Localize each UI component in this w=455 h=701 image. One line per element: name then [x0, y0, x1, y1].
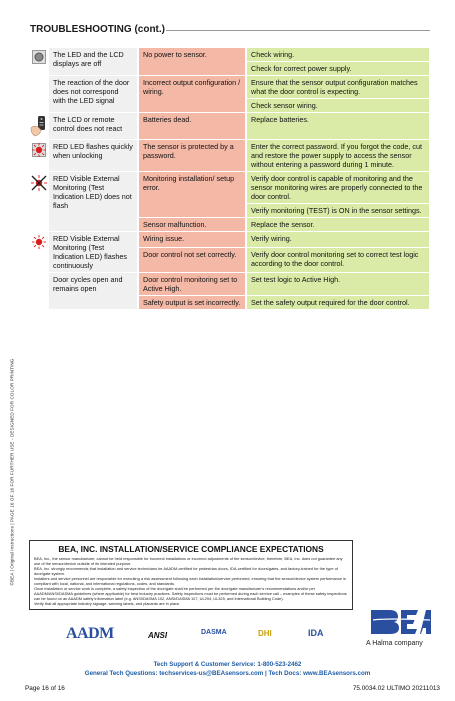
compliance-paragraph: BEA, Inc. strongly recommends that installation and service technicians be AAADM-certified for pedestrian doors, IDA-certified for doors/gates, and factory-trained for the type of door/gate system.	[34, 566, 338, 576]
red-led-crossed-icon	[29, 172, 49, 232]
cause-cell: Monitoring installation/ setup error.	[139, 172, 247, 218]
page-footer	[25, 685, 440, 692]
red-led-flashing-icon	[29, 232, 49, 273]
solution-cell: Replace the sensor.	[247, 218, 429, 232]
side-vertical-text: ©BEA | Original Instructions | PAGE 16 OF 16 FOR FURTHER USE - DESIGNED FOR COLOR PRINTING	[9, 358, 15, 586]
solution-cell: Replace batteries.	[247, 113, 429, 140]
compliance-title: BEA, INC. INSTALLATION/SERVICE COMPLIANCE EXPECTATIONS	[58, 544, 324, 554]
blank-icon-cell	[29, 273, 49, 310]
solution-cell: Verify monitoring (TEST) is ON in the sensor settings.	[247, 204, 429, 218]
cause-cell: Door control monitoring set to Active High.	[139, 273, 247, 296]
solution-cell: Enter the correct password. If you forgot the code, cut and restore the power supply to access the sensor without entering a password during 1 minute.	[247, 140, 429, 172]
page-number: Page 16 of 16	[25, 685, 65, 692]
solution-cell: Ensure that the sensor output configuration matches what the door control is expecting.	[247, 76, 429, 99]
solution-cell: Verify door control monitoring set to correct test logic according to the door control.	[247, 248, 429, 274]
bea-logo	[368, 606, 434, 636]
table-row	[29, 172, 429, 204]
compliance-paragraph: Once installation or service work is complete, a safety inspection of the door/gate shall be performed per the door/gate manufacturer's recommendations and/or per AAADM/ANSI/DASMA guidelines (where applicable) for best industry practices. Safety inspections must be performed during each service call – examples of these safety inspections can be found on an AAADM safety information label (e.g. ANSI/DASMA 102, ANSI/DASMA 107, UL294, UL325, and International Building Code).	[34, 586, 347, 601]
table-row	[29, 76, 429, 99]
table-row	[29, 48, 429, 62]
support-contacts[interactable]: General Tech Questions: techservices-us@BEAsensors.com | Tech Docs: www.BEAsensors.com	[84, 669, 371, 677]
blank-icon-cell	[29, 76, 49, 113]
troubleshooting-table	[29, 48, 429, 310]
certification-logos	[36, 625, 346, 643]
compliance-box	[29, 540, 353, 610]
ansi-logo: ANSI	[148, 631, 168, 640]
condition-cell: RED LED flashes quickly when unlocking	[49, 140, 139, 172]
table-row	[29, 273, 429, 296]
cause-cell: Incorrect output configuration / wiring.	[139, 76, 247, 113]
dhi-logo: DHI	[258, 629, 272, 638]
table-row	[29, 113, 429, 140]
page-title: TROUBLESHOOTING (cont.)	[30, 24, 165, 35]
cause-cell: The sensor is protected by a password.	[139, 140, 247, 172]
condition-cell: RED Visible External Monitoring (Test Indication LED) does not flash	[49, 172, 139, 232]
solution-cell: Verify door control is capable of monitoring and the sensor monitoring wires are properly connected to the door control.	[247, 172, 429, 204]
condition-cell: RED Visible External Monitoring (Test Indication LED) flashes continuously	[49, 232, 139, 273]
condition-cell: The LED and the LCD displays are off	[49, 48, 139, 76]
solution-cell: Set test logic to Active High.	[247, 273, 429, 296]
aaadm-logo: AADM	[66, 625, 114, 642]
remote-control-icon	[29, 113, 49, 140]
section-header	[30, 24, 430, 38]
cause-cell: Batteries dead.	[139, 113, 247, 140]
dasma-logo: DASMA	[201, 629, 227, 636]
compliance-paragraph: Installers and service personnel are responsible for executing a risk assessment following each installation/service performed, ensuring that the sensor/device system performance is compliant with local, national, and international regulations, codes, and standards.	[34, 576, 346, 586]
cause-cell: No power to sensor.	[139, 48, 247, 76]
solution-cell: Check for correct power supply.	[247, 62, 429, 76]
condition-cell: The LCD or remote control does not react	[49, 113, 139, 140]
condition-cell: The reaction of the door does not correspond with the LED signal	[49, 76, 139, 113]
led-off-icon	[29, 48, 49, 76]
cause-cell: Sensor malfunction.	[139, 218, 247, 232]
support-info	[0, 661, 455, 678]
cause-cell: Safety output is set incorrectly.	[139, 296, 247, 310]
condition-cell: Door cycles open and remains open	[49, 273, 139, 310]
title-divider	[166, 30, 430, 31]
table-row	[29, 140, 429, 172]
cause-cell: Wiring issue.	[139, 232, 247, 248]
cause-cell: Door control not set correctly.	[139, 248, 247, 274]
solution-cell: Verify wiring.	[247, 232, 429, 248]
table-row	[29, 232, 429, 248]
compliance-paragraph: BEA, Inc., the sensor manufacturer, cannot be held responsible for incorrect installations or incorrect adjustments of the sensor/device; therefore, BEA, Inc. does not guarantee any use of the sensor/device outside of its intended purpose.	[34, 556, 343, 566]
solution-cell: Set the safety output required for the door control.	[247, 296, 429, 310]
compliance-paragraph: Verify that all appropriate industry signage, warning labels, and placards are in place.	[34, 601, 181, 606]
red-led-flashing-icon	[29, 140, 49, 172]
support-phone: Tech Support & Customer Service: 1-800-523-2462	[153, 661, 302, 668]
document-id: 75.0034.02 ULTIMO 20211013	[352, 685, 440, 692]
ida-logo: IDA	[308, 628, 324, 638]
brand-tagline: A Halma company	[366, 640, 423, 647]
solution-cell: Check wiring.	[247, 48, 429, 62]
solution-cell: Check sensor wiring.	[247, 99, 429, 113]
